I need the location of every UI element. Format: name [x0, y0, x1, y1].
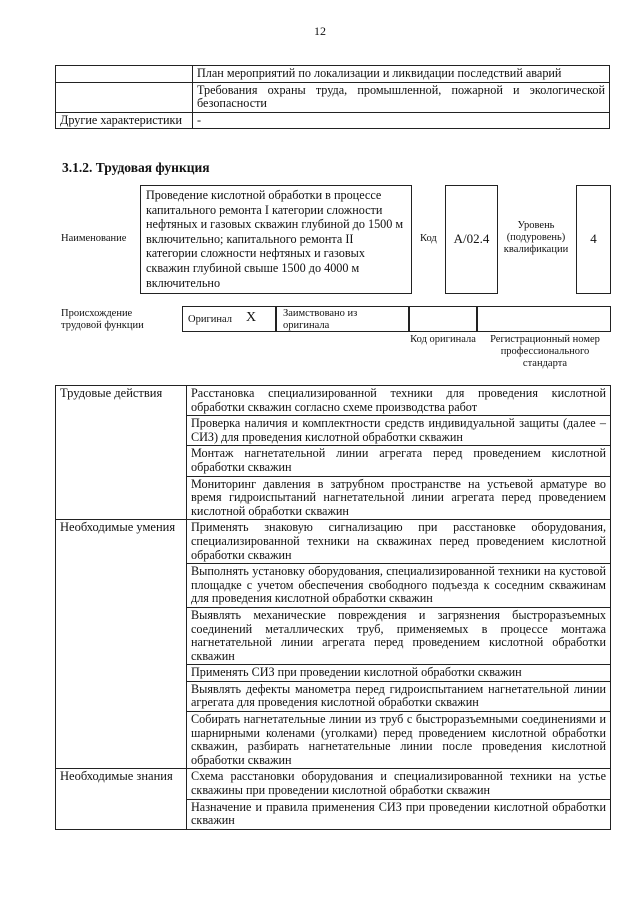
- table-row: [56, 769, 611, 799]
- list-item: Применять СИЗ при проведении кислотной обработки скважин: [187, 665, 611, 682]
- table-row: [56, 66, 610, 83]
- list-item: Монтаж нагнетательной линии агрегата перед проведением кислотной обработки скважин: [187, 446, 611, 476]
- list-item: Проверка наличия и комплектности средств индивидуальной защиты (далее – СИЗ) для проведения кислотной обработки скважин: [187, 416, 611, 446]
- table-row: [56, 520, 611, 564]
- code-original-caption: Код оригинала: [410, 334, 476, 345]
- list-item: Мониторинг давления в затрубном пространстве на устьевой арматуре во время гидроиспытаний нагнетательной линии агрегата перед проведением кислотной обработки скважин: [187, 476, 611, 520]
- original-label: Оригинал: [188, 314, 232, 325]
- row-text: Требования охраны труда, промышленной, пожарной и экологической безопасности: [193, 82, 610, 112]
- level-label: Уровень (подуровень) квалификации: [503, 220, 569, 255]
- list-item: Выявлять дефекты манометра перед гидроиспытанием нагнетательной линии агрегата для проведения кислотной обработки скважин: [187, 681, 611, 711]
- list-item: Выявлять механические повреждения и загрязнения быстроразъемных соединений металлических труб, применяемых в процессе монтажа нагнетательной линии агрегата перед проведением кислотной обработки скважин: [187, 607, 611, 664]
- code-label: Код: [420, 233, 437, 244]
- original-code-box: [409, 306, 477, 332]
- group-label-knowledge: Необходимые знания: [56, 769, 187, 829]
- list-item: Назначение и правила применения СИЗ при проведении кислотной обработки скважин: [187, 799, 611, 829]
- list-item: Выполнять установку оборудования, специализированной техники на кустовой площадке с учетом обеспечения свободного подъезда к соседним скважинам для проведения кислотной обработки скважин: [187, 564, 611, 608]
- page-number: 12: [314, 24, 326, 38]
- list-item: Применять знаковую сигнализацию при расстановке оборудования, специализированной техники на скважинах перед проведением кислотной обработки скважин: [187, 520, 611, 564]
- row-text: -: [193, 112, 610, 129]
- function-name: Проведение кислотной обработки в процессе капитального ремонта I категории сложности нефтяных и газовых скважин глубиной до 1500 м включительно; капитального ремонта II категории сложности нефтяных и газовых скважин глубиной свыше 1500 до 4000 м включительно: [146, 188, 404, 290]
- row-label: [56, 82, 193, 112]
- reg-number-caption: Регистрационный номер профессионального стандарта: [490, 334, 600, 369]
- group-label-skills: Необходимые умения: [56, 520, 187, 769]
- row-label: [56, 66, 193, 83]
- group-label-actions: Трудовые действия: [56, 386, 187, 520]
- reg-number-box: [477, 306, 611, 332]
- row-text: План мероприятий по локализации и ликвидации последствий аварий: [193, 66, 610, 83]
- list-item: Собирать нагнетательные линии из труб с быстроразъемными соединениями и шарнирными коленами (уголками) перед проведением кислотной обработки скважин, разбирать нагнетательные линии после проведения кислотной обработки скважин: [187, 712, 611, 769]
- level-value: 4: [590, 231, 597, 246]
- origin-label: Происхождение трудовой функции: [61, 308, 144, 331]
- name-label: Наименование: [61, 233, 127, 244]
- table-row: [56, 112, 610, 129]
- row-label: Другие характеристики: [56, 112, 193, 129]
- labor-function-table: [55, 385, 611, 830]
- list-item: Расстановка специализированной техники для проведения кислотной обработки скважин согласно схеме производства работ: [187, 386, 611, 416]
- code-value: А/02.4: [453, 231, 490, 246]
- table-row: [56, 82, 610, 112]
- original-mark: X: [246, 310, 257, 325]
- continuation-table: [55, 65, 610, 129]
- list-item: Схема расстановки оборудования и специализированной техники на устье скважины при проведении кислотной обработки скважин: [187, 769, 611, 799]
- table-row: [56, 386, 611, 416]
- borrowed-label: Заимствовано из оригинала: [283, 308, 358, 331]
- section-title: 3.1.2. Трудовая функция: [62, 160, 210, 175]
